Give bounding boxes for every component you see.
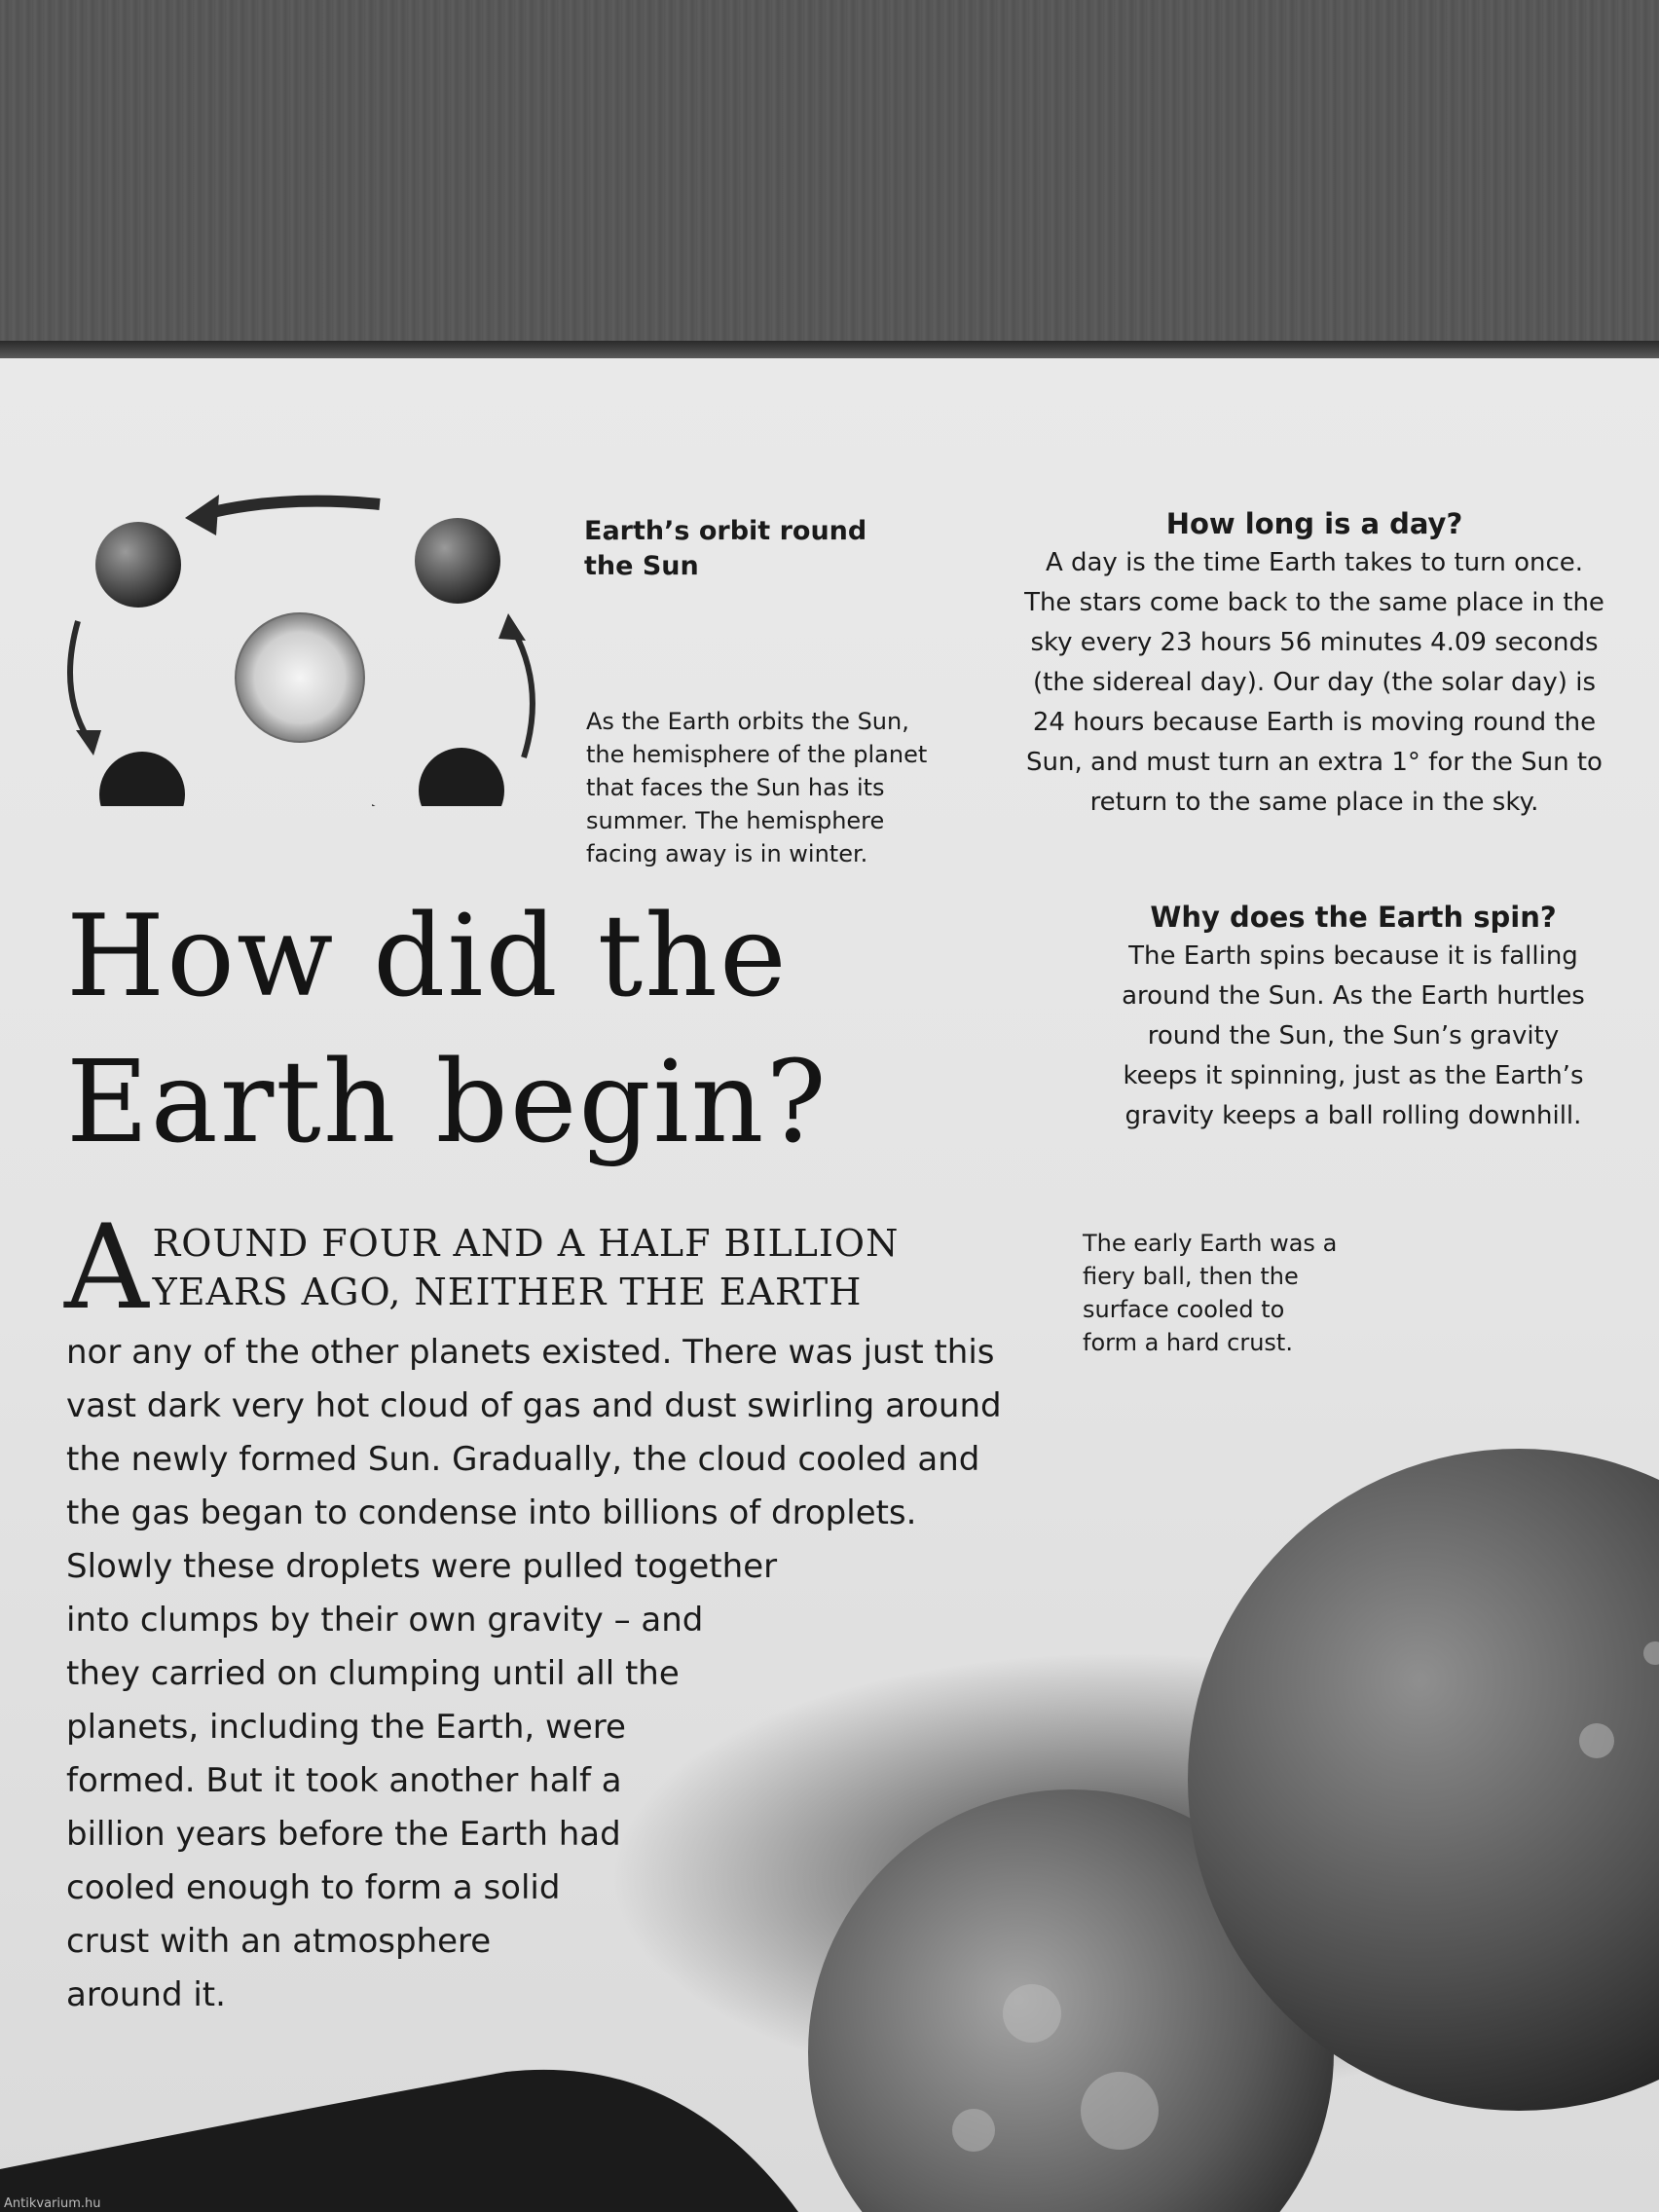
body-line: vast dark very hot cloud of gas and dust swirling around bbox=[66, 1386, 1002, 1425]
earth-spin-line: round the Sun, the Sun’s gravity bbox=[1147, 1021, 1560, 1051]
early-earth-caption bbox=[1083, 1227, 1394, 1359]
body-line: planets, including the Earth, were bbox=[66, 1708, 626, 1747]
day-length-line: Sun, and must turn an extra 1° for the Sun to bbox=[1026, 748, 1603, 777]
orbit-caption-line: that faces the Sun has its bbox=[586, 774, 885, 801]
day-length-box bbox=[983, 506, 1645, 823]
orbit-caption-line: facing away is in winter. bbox=[586, 840, 868, 867]
orbit-arrow-right-icon bbox=[514, 631, 533, 757]
intro-caps-line-1: ROUND FOUR AND A HALF BILLION bbox=[152, 1222, 900, 1265]
body-line: billion years before the Earth had bbox=[66, 1815, 621, 1854]
intro-caps bbox=[64, 1219, 1018, 1316]
intro-caps-line-2: YEARS AGO, NEITHER THE EARTH bbox=[152, 1271, 863, 1313]
early-earth-caption-line: form a hard crust. bbox=[1083, 1329, 1293, 1356]
page-title-line-1: How did the bbox=[66, 891, 789, 1022]
day-length-line: sky every 23 hours 56 minutes 4.09 seconds bbox=[1030, 628, 1599, 657]
body-line: into clumps by their own gravity – and bbox=[66, 1601, 704, 1640]
orbit-title-line-2: the Sun bbox=[584, 551, 699, 581]
orbit-caption-text bbox=[586, 705, 976, 870]
orbit-title-line-1: Earth’s orbit round bbox=[584, 516, 867, 546]
main-body-text bbox=[66, 1326, 1040, 2022]
day-length-line: The stars come back to the same place in the bbox=[1024, 588, 1604, 617]
day-length-line: A day is the time Earth takes to turn once. bbox=[1045, 548, 1584, 577]
orbit-arrow-top-icon bbox=[204, 501, 380, 514]
earth-spin-line: around the Sun. As the Earth hurtles bbox=[1122, 981, 1585, 1011]
intro-block bbox=[64, 1200, 1018, 1336]
orbit-caption-line: the hemisphere of the planet bbox=[586, 741, 928, 768]
day-length-line: 24 hours because Earth is moving round the bbox=[1032, 708, 1597, 737]
body-line: crust with an atmosphere bbox=[66, 1922, 492, 1961]
drop-cap: A bbox=[64, 1200, 149, 1336]
body-line: nor any of the other planets existed. There was just this bbox=[66, 1333, 995, 1372]
orbit-caption-line: summer. The hemisphere bbox=[586, 807, 885, 834]
watermark: Antikvarium.hu bbox=[4, 2196, 101, 2211]
early-earth-caption-line: fiery ball, then the bbox=[1083, 1263, 1299, 1290]
orbit-diagram bbox=[58, 475, 565, 806]
earth-top-left-icon bbox=[95, 522, 181, 608]
earth-spin-heading: Why does the Earth spin? bbox=[1150, 901, 1557, 934]
orbit-caption-line: As the Earth orbits the Sun, bbox=[586, 708, 909, 735]
earth-top-right-icon bbox=[415, 518, 500, 604]
earth-spin-line: keeps it spinning, just as the Earth’s bbox=[1123, 1061, 1584, 1090]
page-title bbox=[66, 884, 942, 1176]
body-line: the gas began to condense into billions of droplets. bbox=[66, 1493, 917, 1532]
earth-bottom-right-icon bbox=[419, 748, 504, 806]
earth-spin-box bbox=[1110, 900, 1597, 1136]
earth-spin-line: The Earth spins because it is falling bbox=[1128, 941, 1578, 971]
orbit-arrow-left-icon bbox=[70, 621, 88, 738]
early-earth-caption-line: The early Earth was a bbox=[1083, 1230, 1338, 1257]
book-page bbox=[0, 358, 1659, 2212]
day-length-line: return to the same place in the sky. bbox=[1089, 788, 1539, 817]
orbit-caption-block bbox=[584, 514, 954, 584]
dark-space-band bbox=[0, 2070, 798, 2212]
body-line: formed. But it took another half a bbox=[66, 1761, 622, 1800]
day-length-line: (the sidereal day). Our day (the solar day) is bbox=[1032, 668, 1596, 697]
body-line: the newly formed Sun. Gradually, the cloud cooled and bbox=[66, 1440, 980, 1479]
sun-icon bbox=[236, 613, 364, 742]
body-line: around it. bbox=[66, 1975, 226, 2014]
body-line: Slowly these droplets were pulled together bbox=[66, 1547, 778, 1586]
page-title-line-2: Earth begin? bbox=[66, 1037, 829, 1168]
day-length-heading: How long is a day? bbox=[1165, 507, 1463, 540]
body-line: cooled enough to form a solid bbox=[66, 1868, 561, 1907]
body-line: they carried on clumping until all the bbox=[66, 1654, 680, 1693]
earth-bottom-left-icon bbox=[99, 752, 185, 806]
earth-spin-line: gravity keeps a ball rolling downhill. bbox=[1124, 1101, 1582, 1130]
early-earth-caption-line: surface cooled to bbox=[1083, 1296, 1285, 1323]
table-surface bbox=[0, 0, 1659, 362]
